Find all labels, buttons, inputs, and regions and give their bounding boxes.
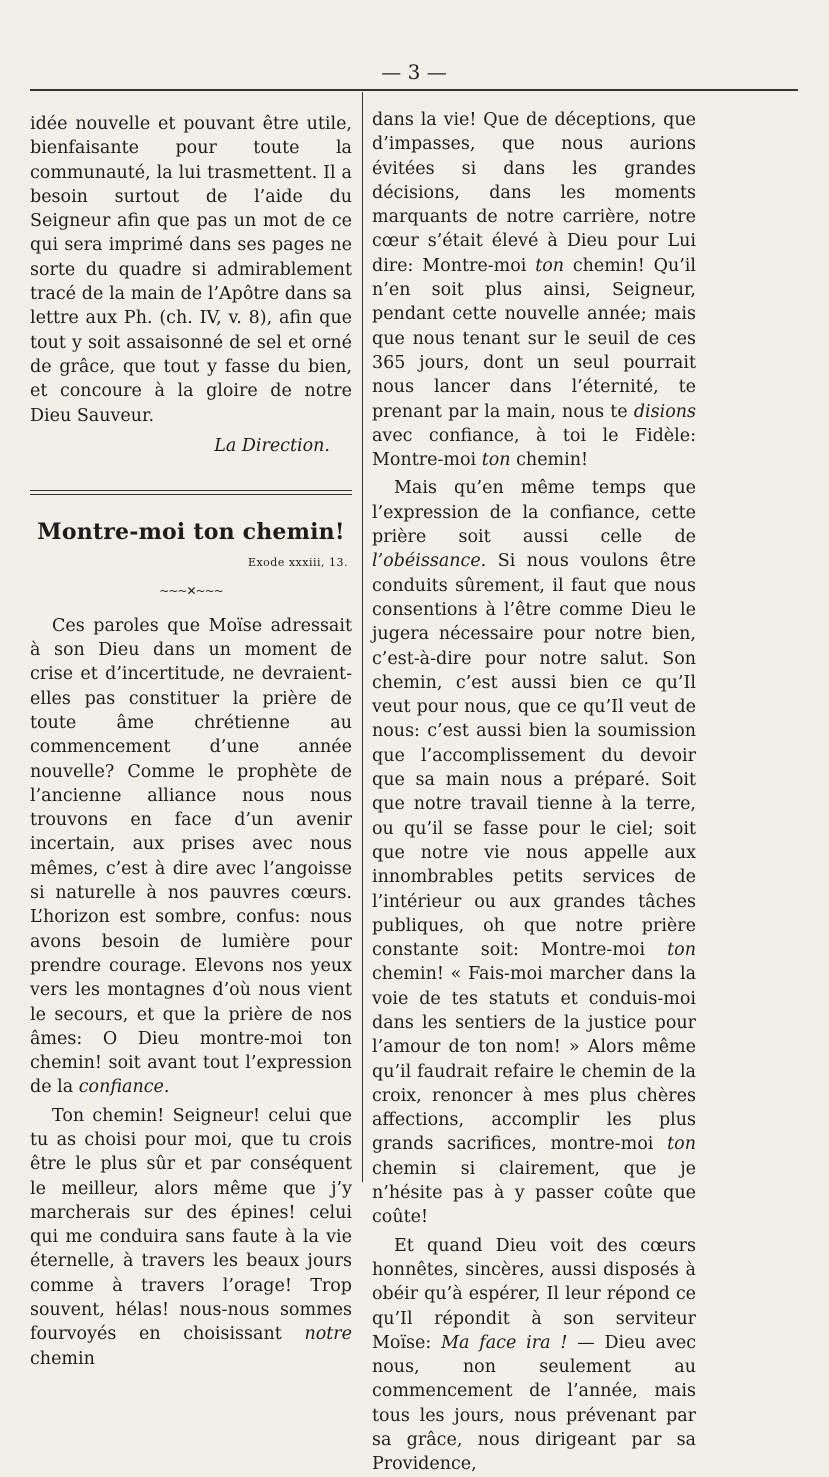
paragraph-2-text: Ton chemin! Seigneur! celui que tu as choisi pour moi, que tu crois être le plus sûr et par conséquent le meilleur, alors même que j’y marcherais sur des épines! celui qui me conduira sans faute à la vie éternelle, à travers les beaux jours comme à travers l’orage! Trop souvent, hélas! nous-nous sommes fourvoyés en choisissant [30, 1105, 352, 1345]
continued-text-a: dans la vie! Que de déceptions, que d’impasses, que nous aurions évitées si dans les grandes décisions, dans les moments marquants de notre carrière, notre cœur s’était élevé à Dieu pour Lui dire: Montre-moi [372, 110, 696, 276]
continued-emphasis-2: disions [633, 401, 696, 422]
header-rule [30, 89, 798, 91]
paragraph-3 [372, 476, 696, 1229]
scripture-reference: Exode xxxiii, 13. [247, 556, 348, 570]
page-number: — 3 — [381, 60, 447, 84]
paragraph-1-text: Ces paroles que Moïse adressait à son Dieu dans un moment de crise et d’incertitude, ne devraient-elles pas constituer la prière de toute âme chrétienne au commencement d’une année nouvelle? Comme le prophète de l’ancienne alliance nous nous trouvons en face d’un avenir incertain, aux prises avec nous mêmes, c’est à dire avec l’angoisse si naturelle à nos pauvres cœurs. L’horizon est sombre, confus: nous avons besoin de lumière pour prendre courage. Elevons nos yeux vers les montagnes d’où nous vient le secours, et que la prière de nos âmes: O Dieu montre-moi ton chemin! soit avant tout l’expression de la [30, 615, 352, 1098]
section-rule-second [30, 494, 352, 495]
paragraph-4-emphasis: Ma face ira ! [441, 1332, 568, 1353]
left-column [30, 112, 352, 1371]
paragraph-3-emphasis-2: ton [667, 940, 696, 961]
paragraph-3-text-a: Mais qu’en même temps que l’expression de la confiance, cette prière soit aussi celle de [372, 478, 696, 548]
paragraph-3-text-b: Si nous voulons être conduits sûrement, il faut que nous consentions à l’être comme Dieu le jugera nécessaire pour notre bien, c’est-à-dire pour notre salut. Son chemin, c’est aussi bien ce qu’Il veut pour nous, que ce qu’Il veut de nous: c’est aussi bien la soumission que l’accomplissement du devoir que sa main nous a préparé. Soit que notre travail tienne à la terre, ou qu’il se fasse pour le ciel; soit que notre vie nous appelle aux innombrables petits services de l’intérieur ou aux grandes tâches publiques, oh que notre prière constante soit: Montre-moi [372, 551, 696, 961]
paragraph-3-text-d: chemin si clairement, que je n’hésite pas à y passer coûte que coûte! [372, 1158, 696, 1228]
paragraph-3-emphasis-1: l’obéissance. [372, 551, 487, 572]
paragraph-1-emphasis: confiance. [78, 1077, 170, 1098]
paragraph-2-text-end: chemin [30, 1348, 95, 1369]
continued-paragraph [372, 108, 696, 472]
column-divider [362, 92, 363, 1182]
section-rule [30, 490, 352, 491]
paragraph-1 [30, 614, 352, 1100]
paragraph-3-text-c: chemin! « Fais-moi marcher dans la voie de tes statuts et conduis-moi dans les sentiers de la justice pour l’amour de ton nom! » Alors même qu’il faudrait refaire le chemin de la croix, renoncer à mes plus chères affections, accomplir les plus grands sacrifices, montre-moi [372, 964, 696, 1155]
continued-text-d: chemin! [516, 450, 589, 471]
article-title: Montre-moi ton chemin! [37, 519, 345, 546]
continued-emphasis-3: ton [481, 450, 511, 471]
paragraph-3-emphasis-3: ton [667, 1134, 696, 1155]
signature: La Direction. [214, 435, 330, 456]
continued-text-c: avec confiance, à toi le Fidèle: Montre-moi [372, 425, 696, 471]
ornament: ~~~✕~~~ [159, 584, 223, 599]
paragraph-4-text-a: Et quand Dieu voit des cœurs honnêtes, sincères, aussi disposés à obéir qu’à espérer, Il leur répond ce qu’Il répondit à son serviteur Moïse: [372, 1235, 696, 1353]
paragraph-2 [30, 1104, 352, 1371]
continued-text-b: chemin! Qu’il n’en soit plus ainsi, Seigneur, pendant cette nouvelle année; mais que nous tenant sur le seuil de ces 365 jours, dont un seul pourrait nous lancer dans l’éternité, te prenant par la main, nous te [372, 255, 696, 422]
paragraph-2-emphasis: notre [304, 1324, 352, 1345]
intro-paragraph: idée nouvelle et pouvant être utile, bienfaisante pour toute la communauté, la lui trasmettent. Il a besoin surtout de l’aide du Seigneur afin que pas un mot de ce qui sera imprimé dans ses pages ne sorte du quadre si admirablement tracé de la main de l’Apôtre dans sa lettre aux Ph. (ch. IV, v. 8), afin que tout y soit assaisonné de sel et orné de grâce, que tout y fasse du bien, et concoure à la gloire de notre Dieu Sauveur. [30, 114, 352, 426]
right-column [372, 108, 696, 1477]
paragraph-4 [372, 1234, 696, 1477]
continued-emphasis-1: ton [535, 255, 565, 276]
paragraph-4-text-b: — Dieu avec nous, non seulement au commencement de l’année, mais tous les jours, nous prévenant par sa grâce, nous dirigeant par sa Providence, [372, 1332, 696, 1475]
